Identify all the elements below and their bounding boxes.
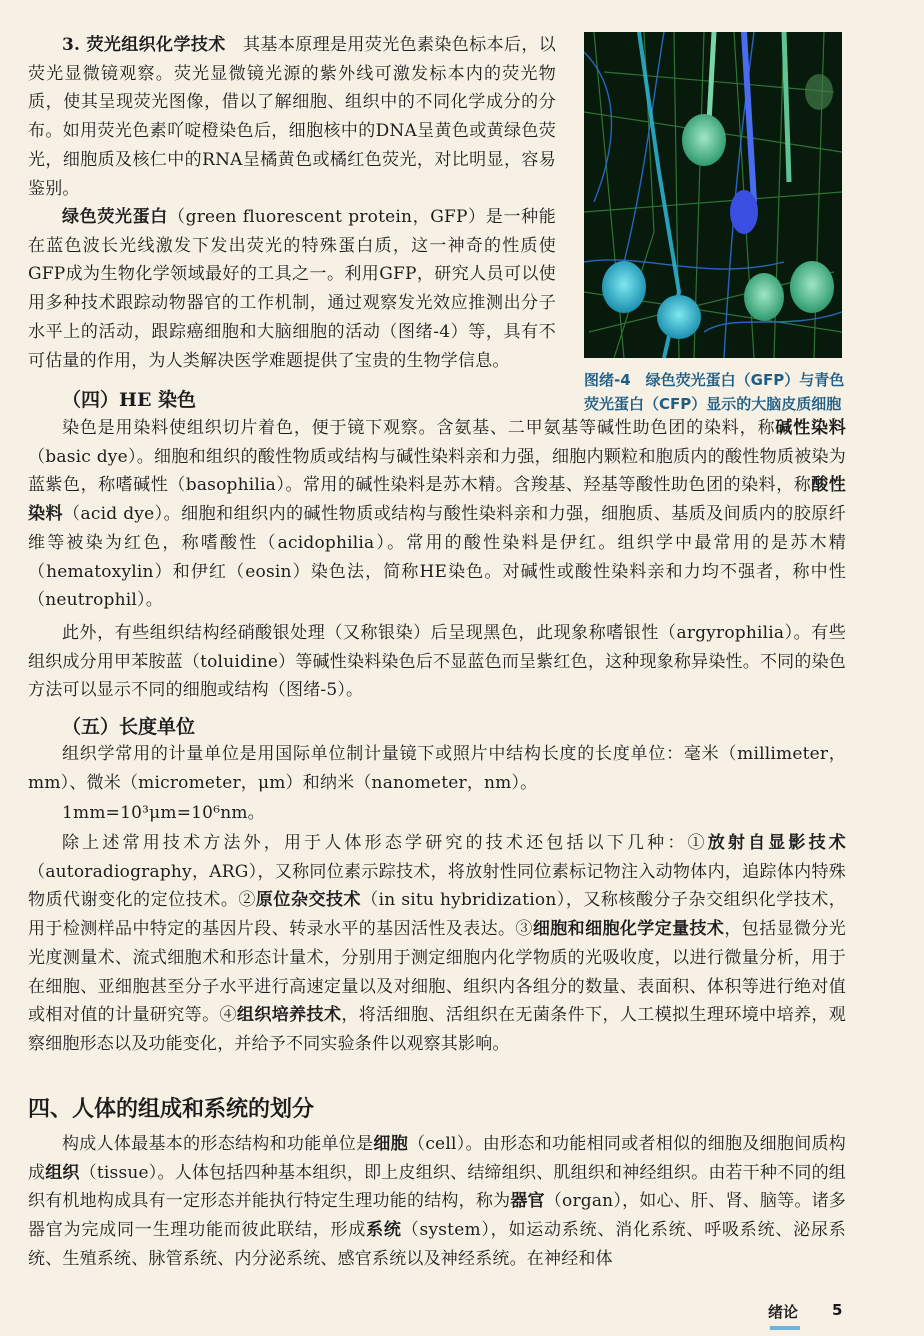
he-paragraph-1: 染色是用染料使组织切片着色，便于镜下观察。含氨基、二甲氨基等碱性助色团的染料，称碱性染料（basic dye）。细胞和组织的酸性物质或结构与碱性染料亲和力强，细胞内颗粒和胞质内的酸性物质被染为蓝紫色，称嗜碱性（basophilia）。常用的碱性染料是苏木精。含羧基、羟基等酸性助色团的染料，称酸性染料（acid dye）。细胞和组织内的碱性物质或结构与酸性染料亲和力强，细胞质、基质及间质内的胶原纤维等被染为红色，称嗜酸性（acidophilia）。常用的酸性染料是伊红。组织学中最常用的是苏木精（hematoxylin）和伊红（eosin）染色法，简称HE染色。对碱性或酸性染料亲和力均不强者，称中性（neutrophil）。 [28,418,846,611]
tissue-culture-term: 组织培养技术 [236,1005,342,1026]
system-term: 系统 [366,1220,402,1241]
gfp-term: 绿色荧光蛋白 [62,207,168,227]
body-systems-paragraph: 构成人体最基本的形态结构和功能单位是细胞（cell）。由形态和功能相同或者相似的细胞及细胞间质构成组织（tissue）。人体包括四种基本组织，即上皮组织、结缔组织、肌组织和神经组织。由若干种不同的组织有机地构成具有一定形态并能执行特定生理功能的结构，称为器官（organ），如心、肝、肾、脑等。诸多器官为完成同一生理功能而彼此联结，形成系统（system），如运动系统、消化系统、呼吸系统、泌尿系统、生殖系统、脉管系统、内分泌系统、感官系统以及神经系统。在神经和体 [28,1134,847,1269]
page-number: 5 [832,1301,843,1319]
he-heading: （四）HE 染色 [62,389,197,411]
section-3-heading: 3. 荧光组织化学技术 [62,35,226,55]
he-paragraph-2: 此外，有些组织结构经硝酸银处理（又称银染）后呈现黑色，此现象称嗜银性（argyrophilia）。有些组织成分用甲苯胺蓝（toluidine）等碱性染料染色后不显蓝色而呈紫红色，这种现象称异染性。不同的染色方法可以显示不同的细胞或结构（图绪-5）。 [28,623,846,701]
autoradiography-term: 放射自显影技术 [707,833,846,853]
gfp-paragraph: 绿色荧光蛋白（green fluorescent protein，GFP）是一种能在蓝色波长光线激发下发出荧光的特殊蛋白质，这一神奇的性质使GFP成为生物化学领域最好的工具之一。利用GFP，研究人员可以使用多种技术跟踪动物器官的工作机制，通过观察发光效应推测出分子水平上的活动，跟踪癌细胞和大脑细胞的活动（图绪-4）等，具有不可估量的作用，为人类解决医学难题提供了宝贵的生物学信息。 [28,207,556,371]
footer-accent-bar [770,1326,800,1330]
neuron-image [584,32,842,358]
basic-dye-term: 碱性染料 [775,418,846,438]
figure-caption: 图绪-4 绿色荧光蛋白（GFP）与青色荧光蛋白（CFP）显示的大脑皮质细胞 [584,371,845,413]
chapter-label: 绪论 [768,1303,799,1321]
fluorescence-micrograph [584,32,842,358]
organ-term: 器官 [510,1191,545,1212]
in-situ-term: 原位杂交技术 [255,890,362,911]
section-4-heading: 四、人体的组成和系统的划分 [28,1097,315,1122]
techniques-paragraph: 除上述常用技术方法外，用于人体形态学研究的技术还包括以下几种：①放射自显影技术（autoradiography，ARG），又称同位素示踪技术，将放射性同位素标记物注入动物体内，追踪体内特殊物质代谢变化的定位技术。②原位杂交技术（in situ hybridization），又称核酸分子杂交组织化学技术，用于检测样品中特定的基因片段、转录水平的基因活性及表达。③细胞和细胞化学定量技术，包括显微分光光度测量术、流式细胞术和形态计量术，分别用于测定细胞内化学物质的光吸收度，以进行微量分析，用于在细胞、亚细胞甚至分子水平进行高速定量以及对细胞、组织内各组分的数量、表面积、体积等进行绝对值或相对值的计量研究等。④组织培养技术，将活细胞、活组织在无菌条件下，人工模拟生理环境中培养，观察细胞形态以及功能变化，并给予不同实验条件以观察其影响。 [28,833,847,1054]
tissue-term: 组织 [45,1162,80,1183]
quantitative-term: 细胞和细胞化学定量技术 [532,919,725,940]
section-3-paragraph: 3. 荧光组织化学技术 其基本原理是用荧光色素染色标本后，以荧光显微镜观察。荧光显微镜光源的紫外线可激发标本内的荧光物质，使其呈现荧光图像，借以了解细胞、组织中的不同化学成分的分布。如用荧光色素吖啶橙染色后，细胞核中的DNA呈黄色或黄绿色荧光，细胞质及核仁中的RNA呈橘黄色或橘红色荧光，对比明显，容易鉴别。 [28,35,556,199]
units-paragraph-1: 组织学常用的计量单位是用国际单位制计量镜下或照片中结构长度的长度单位：毫米（millimeter，mm）、微米（micrometer，μm）和纳米（nanometer，nm）。 [28,744,846,793]
acid-dye-term: 酸性染料 [28,475,846,525]
cell-term: 细胞 [373,1134,409,1154]
units-formula: 1mm=10³μm=10⁶nm。 [62,803,265,823]
units-heading: （五）长度单位 [62,716,196,738]
